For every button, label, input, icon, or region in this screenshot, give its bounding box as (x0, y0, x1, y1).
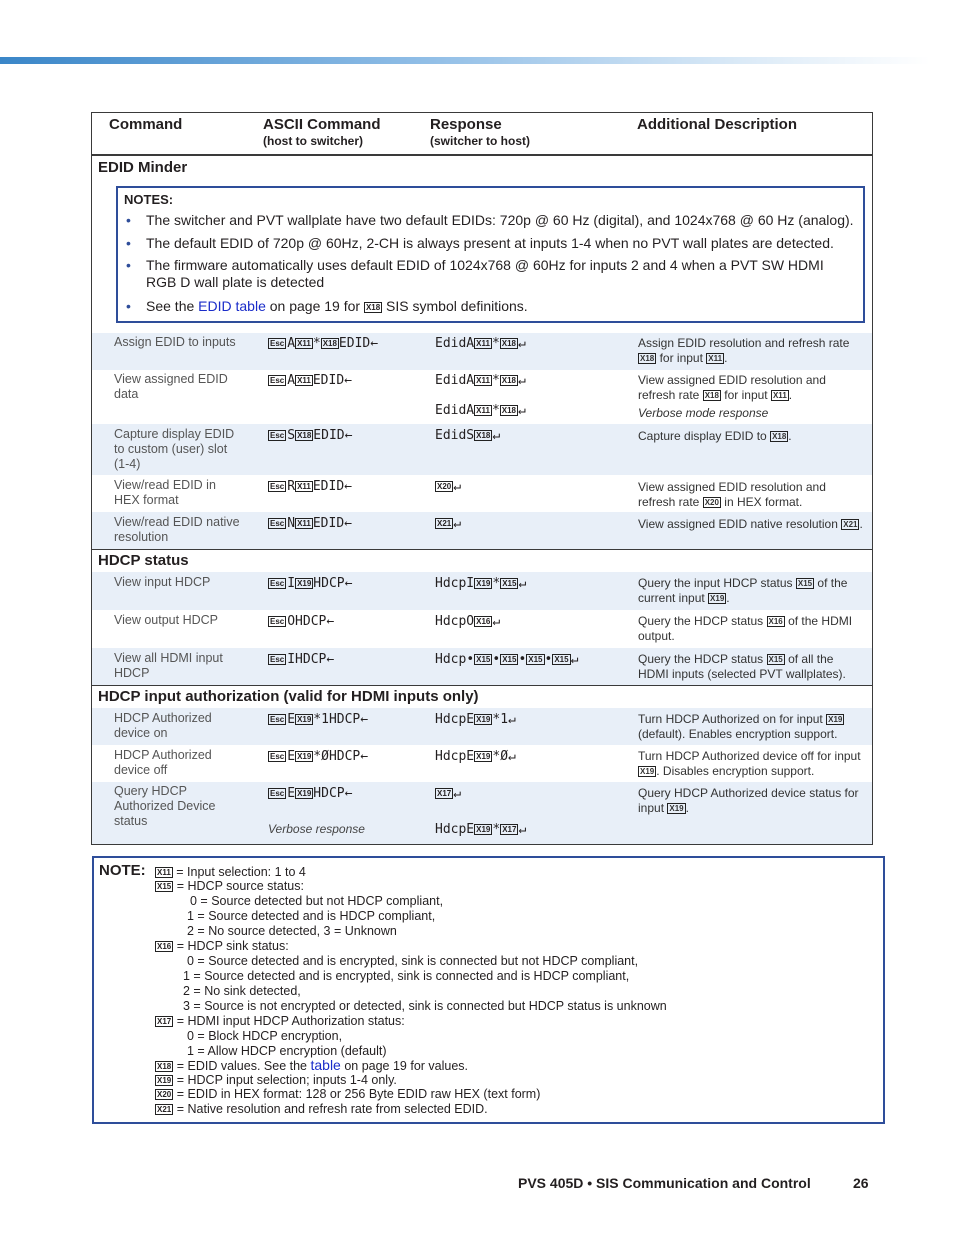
response (435, 652, 578, 667)
esc-key-icon: Esc (270, 376, 285, 385)
enter-icon: ↵ (508, 749, 516, 764)
table-header (92, 113, 872, 155)
response (435, 712, 516, 727)
command-name: View all HDMI input HDCP (114, 651, 223, 680)
resp-part: *1 (492, 712, 509, 727)
footer-title: PVS 405D • SIS Communication and Control (518, 1175, 811, 1191)
enter-icon: ↵ (492, 614, 501, 629)
cmd-part: HDCP (313, 786, 345, 801)
x19-symbol: X19 (476, 752, 491, 761)
command-table (91, 112, 873, 845)
desc-part: Query HDCP Authorized device status for input (638, 786, 859, 815)
resp-part: EdidA (435, 403, 475, 418)
x19-symbol: X19 (828, 715, 843, 724)
x20-symbol: X20 (437, 482, 452, 491)
response-verbose (435, 403, 526, 418)
note-line: 1 = Source detected and is encrypted, sink is connected and is HDCP compliant, (183, 969, 630, 983)
cmd-part: I (287, 576, 296, 591)
resp-part: EdidS (435, 428, 475, 443)
dot-separator: • (544, 652, 553, 667)
enter-icon: ↵ (508, 712, 516, 727)
x15-symbol: X15 (476, 655, 491, 664)
desc-part: Query the HDCP status (638, 652, 767, 666)
desc-part: Turn HDCP Authorized device off for input (638, 749, 861, 763)
x11-symbol: X11 (297, 482, 311, 491)
note-item (126, 212, 855, 229)
note-text: The switcher and PVT wallplate have two default EDIDs: 720p @ 60 Hz (digital), and 1024x768 @ 60 Hz (analog). (146, 212, 854, 228)
x18-symbol: X18 (157, 1062, 172, 1071)
description (638, 517, 866, 532)
cmd-part: EDID (312, 373, 345, 388)
edid-table-link[interactable]: EDID table (198, 298, 266, 314)
note-text: The default EDID of 720p @ 60Hz, 2-CH is always present at inputs 1-4 when no PVT wall plates are detected. (146, 235, 834, 251)
enter-icon: ↵ (518, 403, 526, 418)
x11-symbol: X11 (297, 339, 311, 348)
note-line (155, 1058, 468, 1074)
response (435, 373, 526, 388)
desc-part: View assigned EDID resolution and refresh rate (638, 373, 826, 402)
x17-symbol: X17 (157, 1017, 172, 1026)
desc-part: View assigned EDID resolution and refresh rate (638, 480, 826, 509)
note-line: 2 = No sink detected, (183, 984, 301, 998)
desc-part: . (724, 351, 728, 365)
response (435, 516, 461, 531)
x20-symbol: X20 (704, 498, 719, 507)
desc-part: of all the HDMI inputs (selected PVT wallplates). (638, 652, 846, 681)
x16-symbol: X16 (768, 617, 783, 626)
cmd-part: *1HDCP (313, 712, 361, 727)
resp-part: * (491, 403, 500, 418)
command-name: HDCP Authorized device on (114, 711, 212, 740)
note-text: = Native resolution and refresh rate from selected EDID. (176, 1102, 488, 1116)
description (638, 429, 866, 444)
x18-symbol: X18 (322, 339, 337, 348)
col-command: Command (109, 116, 183, 133)
note-text: = EDID values. See the (176, 1059, 311, 1073)
dot-separator: • (492, 652, 501, 667)
note-text: = EDID in HEX format: 128 or 256 Byte EDID raw HEX (text form) (176, 1087, 541, 1101)
enter-icon: ↵ (492, 428, 501, 443)
x11-symbol: X11 (157, 868, 171, 877)
command-name: View output HDCP (114, 613, 218, 627)
ascii-command (268, 614, 334, 629)
x19-symbol: X19 (640, 767, 655, 776)
note-text: on page 19 for values. (340, 1059, 469, 1073)
x21-symbol: X21 (437, 519, 452, 528)
values-table-link[interactable]: table (310, 1057, 341, 1073)
note-text: The firmware automatically uses default EDID of 1024x768 @ 60Hz for inputs 2 and 4 when a PVT SW HDMI RGB D wall plate is detected (146, 257, 824, 290)
cmd-part: S (287, 428, 296, 443)
x19-symbol: X19 (710, 594, 725, 603)
cmd-part: EDID (312, 479, 345, 494)
table-row (92, 475, 872, 512)
x19-symbol: X19 (476, 715, 491, 724)
arrow-left-icon: ← (360, 749, 369, 764)
note-item (126, 235, 855, 252)
note-text: See the (146, 298, 199, 314)
col-response (430, 116, 530, 148)
resp-part: * (491, 336, 500, 351)
response-verbose (435, 822, 526, 837)
symbol-note-box (92, 856, 885, 1124)
col-description: Additional Description (637, 116, 798, 133)
arrow-left-icon: ← (344, 516, 352, 531)
esc-key-icon: Esc (270, 655, 285, 664)
x18-symbol: X18 (704, 391, 719, 400)
table-row (92, 745, 872, 782)
arrow-left-icon: ← (344, 786, 353, 801)
cmd-part: IHDCP (287, 652, 327, 667)
resp-part: * (491, 373, 500, 388)
note-item (126, 298, 855, 315)
desc-part: Query the input HDCP status (638, 576, 796, 590)
x18-symbol: X18 (476, 431, 491, 440)
note-line: 2 = No source detected, 3 = Unknown (187, 924, 397, 938)
enter-icon: ↵ (570, 652, 579, 667)
resp-part: * (492, 822, 501, 837)
desc-part: for input (720, 388, 771, 402)
x19-symbol: X19 (669, 804, 684, 813)
x17-symbol: X17 (437, 789, 452, 798)
desc-part: . (788, 429, 792, 443)
x17-symbol: X17 (502, 825, 517, 834)
ascii-command (268, 373, 352, 388)
desc-part: . (685, 801, 689, 815)
table-row (92, 424, 872, 475)
note-line: 3 = Source is not encrypted or detected, sink is connected but HDCP status is unknown (183, 999, 667, 1013)
command-name: View/read EDID in HEX format (114, 478, 216, 507)
section-hdcp-status: HDCP status (98, 552, 189, 569)
resp-part: HdcpE (435, 712, 475, 727)
description (638, 480, 866, 510)
col-response-label: Response (430, 116, 502, 133)
x19-symbol: X19 (157, 1076, 172, 1085)
x15-symbol: X15 (554, 655, 569, 664)
resp-part: HdcpE (435, 822, 475, 837)
enter-icon: ↵ (518, 373, 526, 388)
arrow-left-icon: ← (370, 336, 379, 351)
x18-symbol: X18 (501, 376, 516, 385)
cmd-part: A (287, 373, 296, 388)
note-line (155, 1014, 405, 1029)
command-name: Assign EDID to inputs (114, 335, 236, 349)
desc-part: Assign EDID resolution and refresh rate (638, 336, 850, 350)
command-name: Query HDCP Authorized Device status (114, 784, 216, 828)
esc-key-icon: Esc (270, 519, 285, 528)
enter-icon: ↵ (518, 336, 526, 351)
arrow-left-icon: ← (326, 652, 335, 667)
ascii-command (268, 336, 378, 351)
command-name: View input HDCP (114, 575, 211, 589)
x11-symbol: X11 (297, 376, 311, 385)
x11-symbol: X11 (476, 339, 490, 348)
x19-symbol: X19 (297, 715, 312, 724)
desc-part: View assigned EDID native resolution (638, 517, 842, 531)
ascii-command (268, 712, 368, 727)
enter-icon: ↵ (453, 786, 462, 801)
esc-key-icon: Esc (270, 752, 285, 761)
arrow-left-icon: ← (360, 712, 369, 727)
note-line: 1 = Allow HDCP encryption (default) (187, 1044, 387, 1058)
section-edid-minder: EDID Minder (98, 159, 188, 176)
esc-key-icon: Esc (270, 579, 285, 588)
ascii-command (268, 516, 352, 531)
header-gradient-bar (0, 57, 930, 64)
col-response-sub: (switcher to host) (430, 134, 531, 148)
resp-part: HdcpO (435, 614, 475, 629)
x19-symbol: X19 (297, 579, 312, 588)
desc-part: of the current input (638, 576, 848, 605)
bullet-icon: • (126, 298, 131, 314)
col-ascii-sub: (host to switcher) (263, 134, 364, 148)
note-text: on page 19 for (265, 298, 364, 314)
description (638, 652, 866, 682)
esc-key-icon: Esc (270, 431, 285, 440)
table-row (92, 782, 872, 844)
description (638, 749, 866, 779)
command-name: View/read EDID native resolution (114, 515, 240, 544)
table-row (92, 610, 872, 648)
note-text: = HDCP input selection; inputs 1-4 only. (176, 1073, 397, 1087)
x15-symbol: X15 (768, 655, 783, 664)
x18-symbol: X18 (640, 354, 655, 363)
notes-box (116, 186, 865, 323)
cmd-part: OHDCP (287, 614, 327, 629)
esc-key-icon: Esc (270, 482, 285, 491)
x11-symbol: X11 (297, 519, 311, 528)
command-name: HDCP Authorized device off (114, 748, 212, 777)
bullet-icon: • (126, 235, 131, 251)
note-text: = Input selection: 1 to 4 (176, 865, 306, 879)
table-row (92, 512, 872, 549)
x18-symbol: X18 (501, 339, 516, 348)
arrow-left-icon: ← (326, 614, 335, 629)
x15-symbol: X15 (157, 882, 172, 891)
x18-symbol: X18 (297, 431, 312, 440)
note-line: 0 = Source detected and is encrypted, sink is connected but not HDCP compliant, (187, 954, 639, 968)
note-text: = HDMI input HDCP Authorization status: (176, 1014, 405, 1028)
x16-symbol: X16 (476, 617, 491, 626)
esc-key-icon: Esc (270, 339, 285, 348)
desc-part: Turn HDCP Authorized on for input (638, 712, 827, 726)
table-row (92, 333, 872, 370)
ascii-command (268, 428, 352, 443)
desc-part: . Disables encryption support. (656, 764, 815, 778)
response (435, 576, 526, 591)
cmd-part: EDID (312, 516, 345, 531)
x11-symbol: X11 (708, 354, 723, 363)
x18-symbol: X18 (365, 303, 381, 312)
section-divider (92, 685, 872, 686)
response (435, 428, 500, 443)
x19-symbol: X19 (297, 789, 312, 798)
notes-title: NOTES: (124, 192, 174, 207)
resp-part: HdcpE (435, 749, 475, 764)
desc-part: Query the HDCP status (638, 614, 767, 628)
x11-symbol: X11 (476, 376, 490, 385)
section-hdcp-auth: HDCP input authorization (valid for HDMI inputs only) (98, 688, 479, 705)
cmd-part: E (287, 749, 296, 764)
response (435, 479, 461, 494)
x18-symbol: X18 (501, 406, 516, 415)
dot-separator: • (518, 652, 527, 667)
note-line (155, 1073, 397, 1088)
note-line (155, 879, 304, 894)
ascii-command (268, 652, 334, 667)
x16-symbol: X16 (157, 942, 172, 951)
table-row (92, 708, 872, 745)
response (435, 786, 461, 801)
resp-part: * (492, 576, 501, 591)
note-line: 0 = Source detected but not HDCP compliant, (190, 894, 444, 908)
table-row (92, 648, 872, 685)
desc-part: Capture display EDID to (638, 429, 771, 443)
description (638, 712, 866, 742)
cmd-part: A (287, 336, 296, 351)
enter-icon: ↵ (453, 516, 462, 531)
description (638, 786, 866, 816)
cmd-part: N (287, 516, 296, 531)
verbose-response-label: Verbose response (268, 822, 365, 836)
description (638, 576, 866, 606)
x11-symbol: X11 (772, 391, 787, 400)
resp-part: Hdcp (435, 652, 467, 667)
note-line (155, 939, 289, 954)
description (638, 373, 866, 403)
x15-symbol: X15 (528, 655, 543, 664)
note-line (155, 1102, 488, 1117)
arrow-left-icon: ← (344, 576, 353, 591)
esc-key-icon: Esc (270, 617, 285, 626)
resp-part: EdidA (435, 336, 475, 351)
x15-symbol: X15 (797, 579, 813, 588)
note-text: = HDCP sink status: (176, 939, 289, 953)
page-number: 26 (853, 1175, 869, 1191)
resp-part: HdcpI (435, 576, 475, 591)
x15-symbol: X15 (502, 655, 517, 664)
response (435, 336, 526, 351)
desc-part: . (788, 388, 793, 402)
command-name: Capture display EDID to custom (user) slot (1-4) (114, 427, 235, 471)
cmd-part: * (312, 336, 321, 351)
description (638, 614, 866, 644)
verbose-label: Verbose mode response (638, 406, 769, 420)
col-ascii (263, 116, 381, 148)
ascii-command (268, 576, 352, 591)
header-double-line (92, 155, 872, 156)
response (435, 614, 500, 629)
note-line (155, 865, 306, 880)
x21-symbol: X21 (843, 520, 858, 529)
cmd-part: EDID (313, 428, 345, 443)
table-row (92, 572, 872, 610)
dot-separator: • (466, 652, 475, 667)
note-item (126, 257, 855, 291)
note-text: = HDCP source status: (176, 879, 304, 893)
note-title: NOTE: (99, 862, 146, 879)
col-ascii-label: ASCII Command (263, 116, 381, 133)
ascii-command (268, 749, 368, 764)
desc-part: of the HDMI output. (638, 614, 853, 643)
arrow-left-icon: ← (344, 428, 353, 443)
x18-symbol: X18 (772, 432, 787, 441)
arrow-left-icon: ← (344, 479, 352, 494)
esc-key-icon: Esc (270, 715, 285, 724)
ascii-command (268, 479, 352, 494)
description (638, 336, 866, 366)
enter-icon: ↵ (518, 576, 527, 591)
esc-key-icon: Esc (270, 789, 285, 798)
ascii-command (268, 786, 352, 801)
cmd-part: R (287, 479, 296, 494)
enter-icon: ↵ (453, 479, 462, 494)
x11-symbol: X11 (476, 406, 490, 415)
x20-symbol: X20 (157, 1090, 172, 1099)
cmd-part: E (287, 786, 296, 801)
bullet-icon: • (126, 212, 131, 228)
desc-part: in HEX format. (720, 495, 803, 509)
enter-icon: ↵ (518, 822, 527, 837)
cmd-part: EDID (338, 336, 371, 351)
note-line: 1 = Source detected and is HDCP compliant, (187, 909, 436, 923)
section-divider (92, 549, 872, 550)
table-row (92, 370, 872, 424)
desc-part: for input (656, 351, 707, 365)
note-line (155, 1087, 540, 1102)
x19-symbol: X19 (476, 579, 491, 588)
cmd-part: E (287, 712, 296, 727)
command-name: View assigned EDID data (114, 372, 228, 401)
cmd-part: HDCP (313, 576, 345, 591)
desc-part: . (859, 517, 863, 531)
response (435, 749, 516, 764)
x21-symbol: X21 (157, 1105, 172, 1114)
resp-part: *Ø (492, 749, 509, 764)
resp-part: EdidA (435, 373, 475, 388)
bullet-icon: • (126, 257, 131, 273)
x19-symbol: X19 (476, 825, 491, 834)
cmd-part: *ØHDCP (313, 749, 361, 764)
x15-symbol: X15 (502, 579, 517, 588)
x19-symbol: X19 (297, 752, 312, 761)
desc-part: . (726, 591, 730, 605)
note-line: 0 = Block HDCP encryption, (187, 1029, 343, 1043)
desc-part: (default). Enables encryption support. (638, 727, 838, 741)
note-text: SIS symbol definitions. (382, 298, 528, 314)
arrow-left-icon: ← (344, 373, 352, 388)
